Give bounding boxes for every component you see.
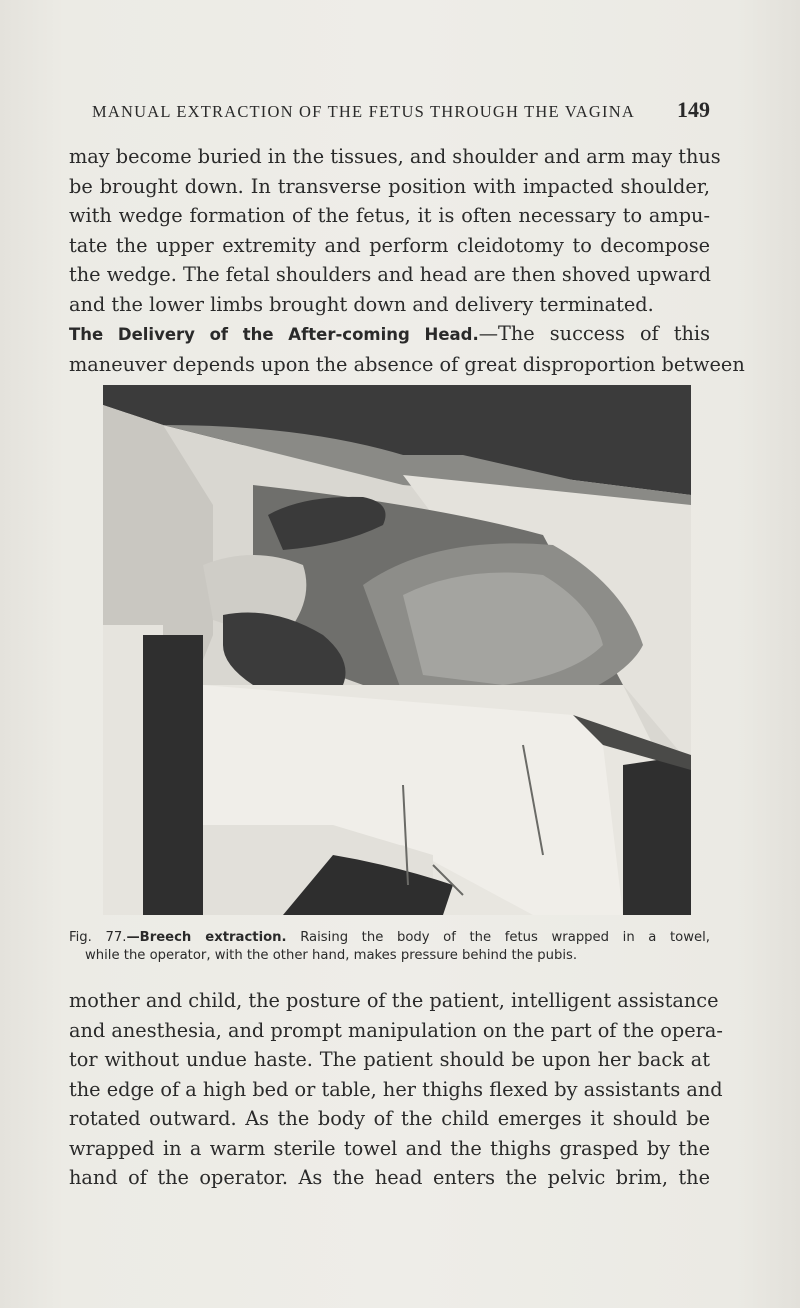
text-line: may become buried in the tissues, and shoulder and arm may thus: [69, 145, 721, 168]
paragraph-1: [69, 142, 721, 319]
text-line: tor without undue haste. The patient should be upon her back at: [69, 1048, 710, 1071]
figure-illustration: [103, 385, 691, 915]
page-number: 149: [677, 97, 710, 122]
text-line: tate the upper extremity and perform cleidotomy to decompose: [69, 233, 710, 257]
figure-label: Fig. 77.: [69, 930, 127, 945]
paragraph-2: [69, 319, 745, 379]
figure-title: —Breech extraction.: [126, 930, 287, 945]
text-run: —The success of this: [478, 322, 710, 345]
figure-caption: [69, 929, 710, 965]
text-line: be brought down. In transverse position with impacted shoulder,: [69, 174, 710, 198]
text-line: the wedge. The fetal shoulders and head are then shoved upward: [69, 263, 711, 286]
text-line: [69, 319, 710, 350]
paragraph-3: [69, 986, 723, 1193]
section-heading-after-coming-head: The Delivery of the After-coming Head.: [69, 325, 479, 344]
text-line: with wedge formation of the fetus, it is often necessary to ampu-: [69, 204, 710, 227]
text-line: maneuver depends upon the absence of great disproportion between: [69, 352, 745, 376]
running-header: [92, 97, 710, 123]
text-line: and anesthesia, and prompt manipulation on the part of the opera-: [69, 1018, 723, 1042]
text-line: and the lower limbs brought down and delivery terminated.: [69, 292, 654, 316]
text-line: the edge of a high bed or table, her thighs flexed by assistants and: [69, 1077, 723, 1101]
caption-line: [69, 929, 710, 947]
caption-text: Raising the body of the fetus wrapped in a towel,: [300, 930, 710, 945]
text-line: rotated outward. As the body of the child emerges it should be: [69, 1107, 710, 1130]
caption-line: while the operator, with the other hand, makes pressure behind the pubis.: [85, 948, 578, 963]
text-line: hand of the operator. As the head enters the pelvic brim, the: [69, 1166, 710, 1189]
text-line: mother and child, the posture of the patient, intelligent assistance: [69, 989, 719, 1012]
text-line: wrapped in a warm sterile towel and the thighs grasped by the: [69, 1136, 710, 1160]
running-title: MANUAL EXTRACTION OF THE FETUS THROUGH THE VAGINA: [92, 102, 635, 121]
